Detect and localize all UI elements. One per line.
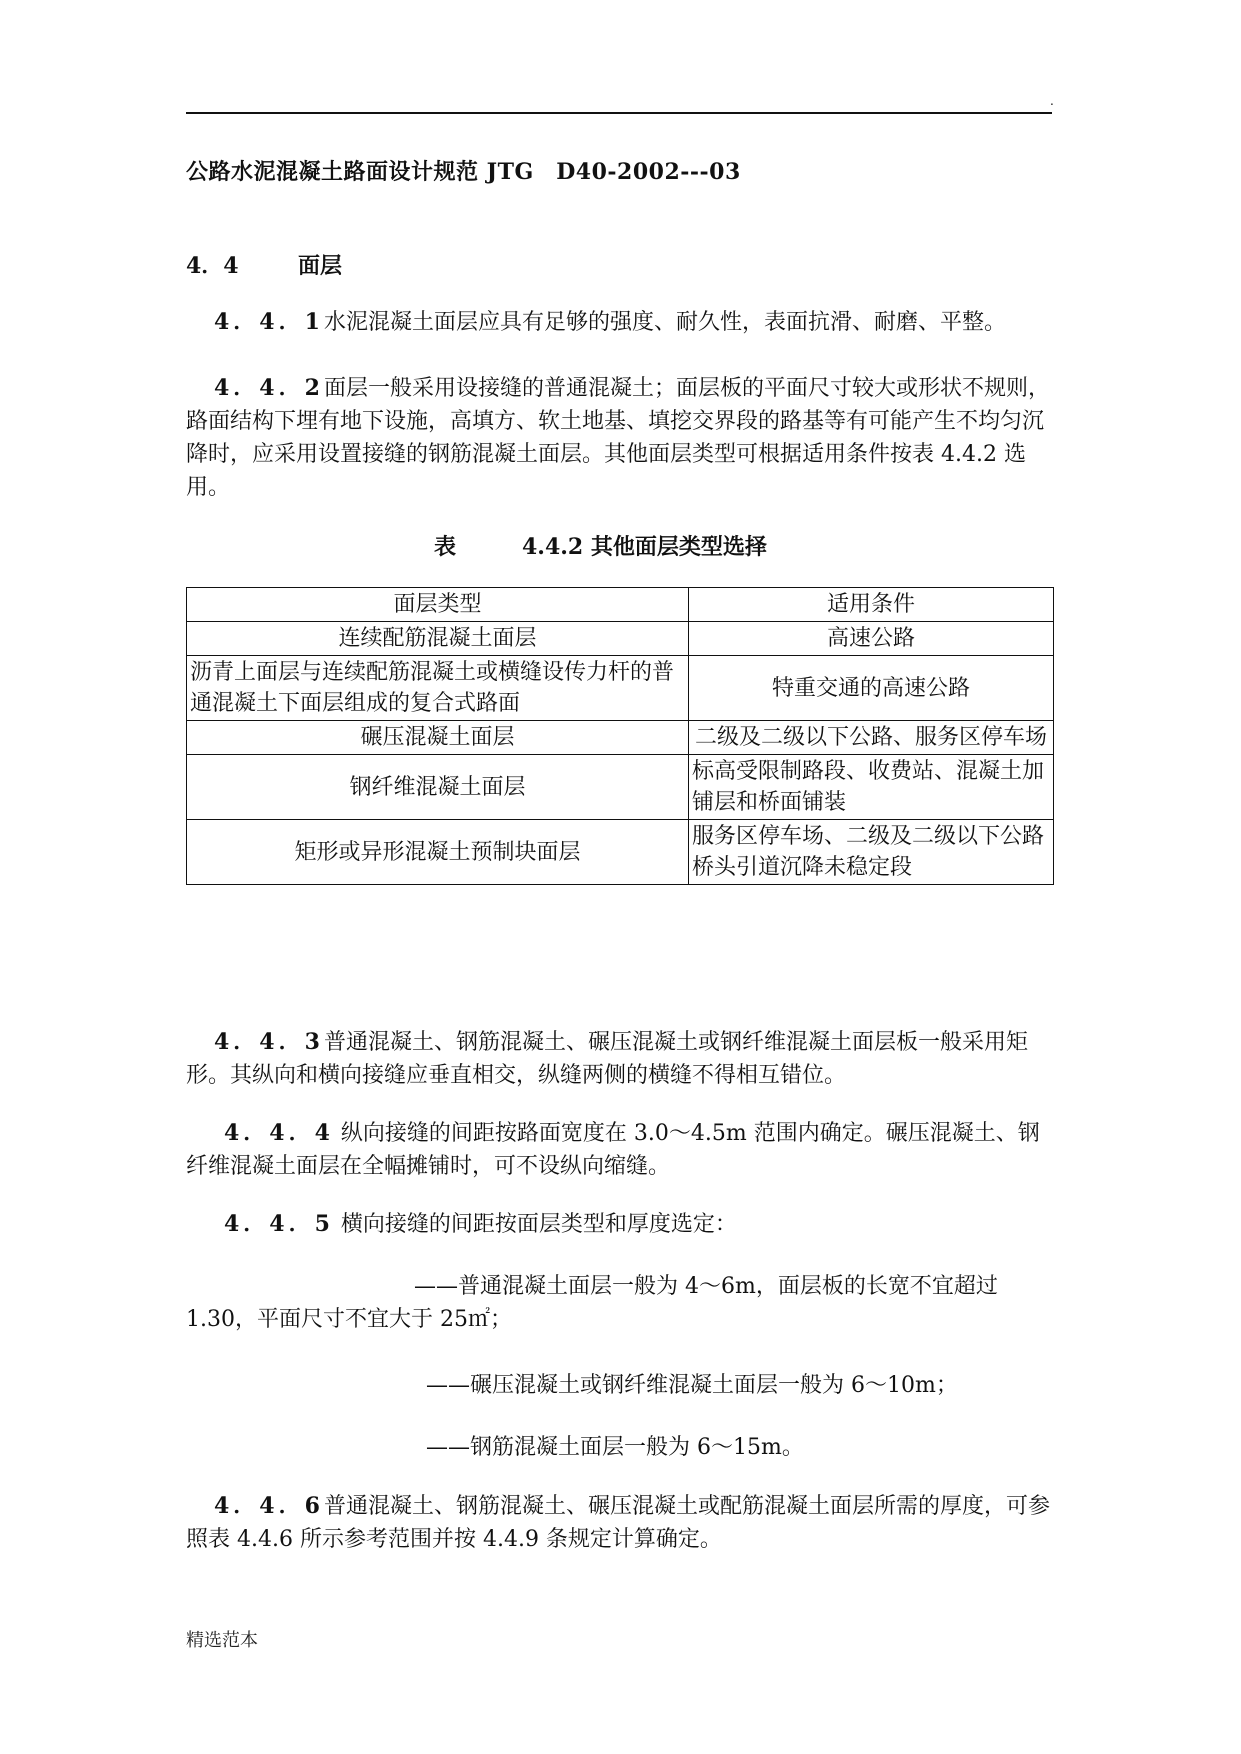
layer-type-table bbox=[186, 587, 1054, 885]
cell-layer-type: 沥青上面层与连续配筋混凝土或横缝设传力杆的普通混凝土下面层组成的复合式路面 bbox=[187, 656, 689, 721]
clause-number: 4．4．6 bbox=[214, 1493, 324, 1519]
clause-number: 4．4．2 bbox=[214, 375, 324, 401]
clause-4-4-5 bbox=[186, 1208, 1056, 1241]
table-caption-label: 表 bbox=[434, 534, 457, 560]
table-row bbox=[187, 755, 1054, 820]
document-title: 公路水泥混凝土路面设计规范 JTG D40-2002---03 bbox=[186, 159, 741, 185]
table-row bbox=[187, 656, 1054, 721]
clause-text: 横向接缝的间距按面层类型和厚度选定： bbox=[333, 1212, 737, 1237]
cell-condition: 二级及二级以下公路、服务区停车场 bbox=[689, 721, 1054, 755]
clause-4-4-1 bbox=[186, 306, 1056, 339]
cell-layer-type: 钢纤维混凝土面层 bbox=[187, 755, 689, 820]
joint-spacing-item-1-line-2: 1.30，平面尺寸不宜大于 25㎡； bbox=[186, 1307, 512, 1332]
section-number: 4．4 bbox=[186, 253, 239, 279]
header-mark: . bbox=[1050, 94, 1054, 108]
table-caption bbox=[434, 530, 767, 561]
footer-note: 精选范本 bbox=[186, 1630, 258, 1651]
table-header-row bbox=[187, 588, 1054, 622]
table-row bbox=[187, 622, 1054, 656]
clause-number: 4．4．1 bbox=[214, 309, 324, 335]
section-heading bbox=[186, 249, 342, 280]
cell-layer-type: 矩形或异形混凝土预制块面层 bbox=[187, 820, 689, 885]
header-condition: 适用条件 bbox=[689, 588, 1054, 622]
section-title: 面层 bbox=[298, 253, 343, 279]
cell-layer-type: 碾压混凝土面层 bbox=[187, 721, 689, 755]
cell-layer-type: 连续配筋混凝土面层 bbox=[187, 622, 689, 656]
clause-number: 4．4．5 bbox=[224, 1211, 334, 1237]
clause-text: 普通混凝土、钢筋混凝土、碾压混凝土或配筋混凝土面层所需的厚度，可参照表 4.4.6 所示参考范围并按 4.4.9 条规定计算确定。 bbox=[186, 1494, 1050, 1552]
table-row bbox=[187, 721, 1054, 755]
clause-4-4-2 bbox=[186, 372, 1056, 504]
clause-number: 4．4．4 bbox=[224, 1120, 334, 1146]
clause-4-4-3 bbox=[186, 1026, 1056, 1092]
header-layer-type: 面层类型 bbox=[187, 588, 689, 622]
clause-number: 4．4．3 bbox=[214, 1029, 324, 1055]
clause-text: 纵向接缝的间距按路面宽度在 3.0～4.5m 范围内确定。碾压混凝土、钢纤维混凝土面层在全幅摊铺时，可不设纵向缩缝。 bbox=[186, 1121, 1040, 1179]
cell-condition: 特重交通的高速公路 bbox=[689, 656, 1054, 721]
cell-condition: 标高受限制路段、收费站、混凝土加铺层和桥面铺装 bbox=[689, 755, 1054, 820]
table-caption-text: 4.4.2 其他面层类型选择 bbox=[522, 534, 767, 560]
joint-spacing-item-1-line-1: ——普通混凝土面层一般为 4～6m，面层板的长宽不宜超过 bbox=[414, 1274, 998, 1299]
clause-text: 水泥混凝土面层应具有足够的强度、耐久性，表面抗滑、耐磨、平整。 bbox=[323, 310, 1006, 335]
header-rule bbox=[186, 112, 1052, 114]
cell-condition: 服务区停车场、二级及二级以下公路桥头引道沉降未稳定段 bbox=[689, 820, 1054, 885]
cell-condition: 高速公路 bbox=[689, 622, 1054, 656]
clause-text: 面层一般采用设接缝的普通混凝土；面层板的平面尺寸较大或形状不规则，路面结构下埋有地下设施，高填方、软土地基、填挖交界段的路基等有可能产生不均匀沉降时，应采用设置接缝的钢筋混凝土面层。其他面层类型可根据适用条件按表 4.4.2 选用。 bbox=[186, 376, 1050, 500]
clause-text: 普通混凝土、钢筋混凝土、碾压混凝土或钢纤维混凝土面层板一般采用矩形。其纵向和横向接缝应垂直相交，纵缝两侧的横缝不得相互错位。 bbox=[186, 1030, 1028, 1088]
table-row bbox=[187, 820, 1054, 885]
clause-4-4-6 bbox=[186, 1490, 1056, 1556]
joint-spacing-item-3: ——钢筋混凝土面层一般为 6～15m。 bbox=[426, 1435, 804, 1460]
joint-spacing-item-2: ——碾压混凝土或钢纤维混凝土面层一般为 6～10m； bbox=[426, 1373, 958, 1398]
clause-4-4-4 bbox=[186, 1117, 1056, 1183]
